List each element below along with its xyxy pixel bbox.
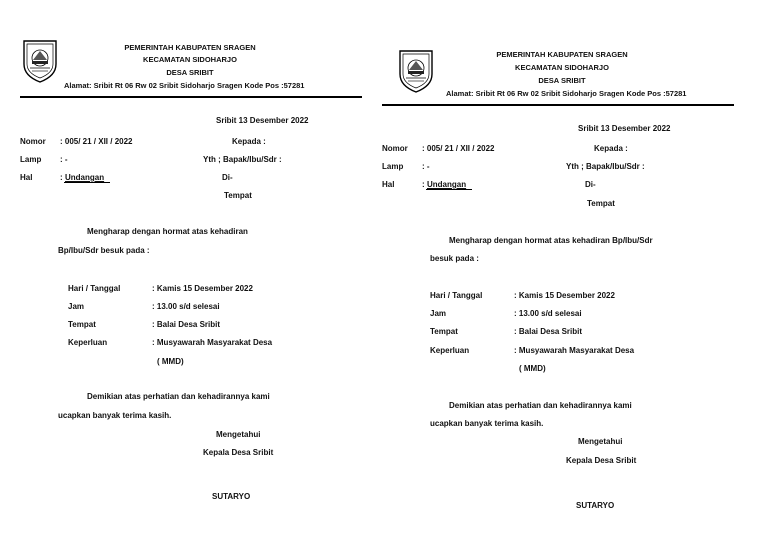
closing-line-2: ucapkan banyak terima kasih. [430, 419, 544, 428]
detail-label-place: Tempat [430, 327, 458, 336]
tempat-address: Tempat [224, 191, 252, 200]
yth-recipient: Yth ; Bapak/Ibu/Sdr : [566, 162, 645, 171]
detail-value-purpose: : Musyawarah Masyarakat Desa [514, 346, 635, 355]
closing-line-1: Demikian atas perhatian dan kehadirannya kami [87, 392, 270, 401]
header-district: KECAMATAN SIDOHARJO [143, 55, 237, 64]
lamp-label: Lamp [382, 162, 404, 171]
letter-date: Sribit 13 Desember 2022 [578, 124, 671, 133]
detail-value-place: : Balai Desa Sribit [514, 327, 583, 336]
detail-value-time: : 13.00 s/d selesai [152, 302, 220, 311]
detail-label-day: Hari / Tanggal [430, 291, 483, 300]
invitation-letter-left [0, 0, 380, 543]
detail-value-day: : Kamis 15 Desember 2022 [152, 284, 253, 293]
header-village: DESA SRIBIT [538, 76, 586, 85]
hal-underline [426, 189, 472, 190]
closing-line-1: Demikian atas perhatian dan kehadirannya kami [449, 401, 632, 410]
nomor-value: : 005/ 21 / XII / 2022 [422, 144, 495, 153]
lamp-value: : - [60, 155, 68, 164]
detail-value-purpose: : Musyawarah Masyarakat Desa [152, 338, 273, 347]
purpose-continuation: ( MMD) [519, 364, 546, 373]
opening-line-1: Mengharap dengan hormat atas kehadiran [87, 227, 248, 236]
opening-line-2: besuk pada : [430, 254, 479, 263]
village-head-title: Kepala Desa Sribit [566, 456, 637, 465]
header-address: Alamat: Sribit Rt 06 Rw 02 Sribit Sidoharjo Sragen Kode Pos :57281 [446, 89, 687, 98]
detail-value-day: : Kamis 15 Desember 2022 [514, 291, 615, 300]
detail-value-time: : 13.00 s/d selesai [514, 309, 582, 318]
detail-label-day: Hari / Tanggal [68, 284, 121, 293]
signatory-name: SUTARYO [212, 492, 251, 501]
kepada-label: Kepada : [232, 137, 266, 146]
village-head-title: Kepala Desa Sribit [203, 448, 274, 457]
yth-recipient: Yth ; Bapak/Ibu/Sdr : [203, 155, 282, 164]
regency-emblem-icon [396, 48, 436, 94]
hal-value: Undangan [427, 180, 467, 189]
header-divider [382, 104, 734, 106]
kepada-label: Kepada : [594, 144, 628, 153]
header-government: PEMERINTAH KABUPATEN SRAGEN [496, 50, 628, 59]
opening-line-1: Mengharap dengan hormat atas kehadiran Bp/Ibu/Sdr [449, 236, 653, 245]
detail-value-place: : Balai Desa Sribit [152, 320, 221, 329]
mengetahui-label: Mengetahui [578, 437, 623, 446]
mengetahui-label: Mengetahui [216, 430, 261, 439]
opening-line-2: Bp/Ibu/Sdr besuk pada : [58, 246, 150, 255]
header-government: PEMERINTAH KABUPATEN SRAGEN [124, 43, 256, 52]
header-village: DESA SRIBIT [166, 68, 214, 77]
purpose-continuation: ( MMD) [157, 357, 184, 366]
detail-label-time: Jam [430, 309, 447, 318]
hal-underline [64, 182, 110, 183]
regency-emblem-icon [20, 38, 60, 84]
detail-label-purpose: Keperluan [430, 346, 470, 355]
di-label: Di- [222, 173, 233, 182]
hal-value: Undangan [65, 173, 105, 182]
detail-label-place: Tempat [68, 320, 96, 329]
detail-label-time: Jam [68, 302, 85, 311]
hal-label: Hal [382, 180, 395, 189]
di-label: Di- [585, 180, 596, 189]
nomor-label: Nomor [382, 144, 408, 153]
hal-colon: : [422, 180, 425, 189]
lamp-value: : - [422, 162, 430, 171]
tempat-address: Tempat [587, 199, 615, 208]
closing-line-2: ucapkan banyak terima kasih. [58, 411, 172, 420]
detail-label-purpose: Keperluan [68, 338, 108, 347]
signatory-name: SUTARYO [576, 501, 615, 510]
invitation-letter-right [382, 0, 762, 543]
header-address: Alamat: Sribit Rt 06 Rw 02 Sribit Sidoharjo Sragen Kode Pos :57281 [64, 81, 305, 90]
nomor-label: Nomor [20, 137, 46, 146]
hal-label: Hal [20, 173, 33, 182]
hal-colon: : [60, 173, 63, 182]
lamp-label: Lamp [20, 155, 42, 164]
letter-date: Sribit 13 Desember 2022 [216, 116, 309, 125]
header-district: KECAMATAN SIDOHARJO [515, 63, 609, 72]
nomor-value: : 005/ 21 / XII / 2022 [60, 137, 133, 146]
header-divider [20, 96, 362, 98]
